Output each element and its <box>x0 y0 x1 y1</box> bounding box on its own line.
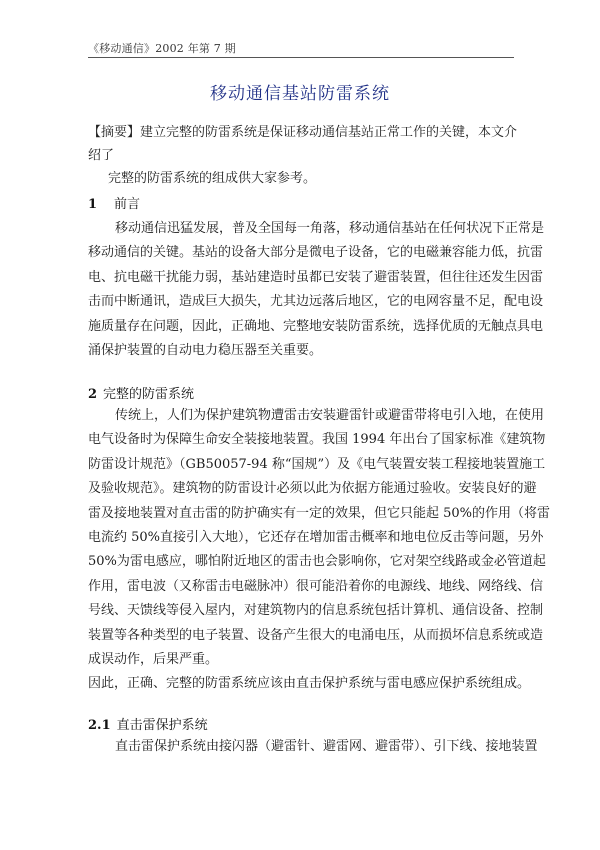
paragraph-line: 作用，雷电波（又称雷击电磁脉冲）很可能沿着你的电源线、地线、网络线、信 <box>88 578 544 594</box>
section-heading-1 <box>88 193 140 212</box>
section-1-body <box>88 217 545 363</box>
paragraph-line: 施质量存在问题，因此，正确地、完整地安装防雷系统，选择优质的无触点具电 <box>88 318 544 334</box>
paragraph-line: 移动通信迅猛发展，普及全国每一角落，移动通信基站在任何状况下正常是 <box>115 221 545 236</box>
paragraph-line: 移动通信的关键。基站的设备大部分是微电子设备，它的电磁兼容能力低，抗雷 <box>88 245 544 261</box>
paragraph-line: 装置等各种类型的电子装置、设备产生很大的电涌电压，从而损坏信息系统或造 <box>88 627 544 643</box>
paragraph-line: 因此，正确、完整的防雷系统应该由直击保护系统与雷电感应保护系统组成。 <box>88 676 531 692</box>
section-number: 1 <box>88 197 98 212</box>
paragraph-line: 号线、天馈线等侵入屋内，对建筑物内的信息系统包括计算机、通信设备、控制 <box>88 603 544 619</box>
paragraph-line: 雷及接地装置对直击雷的防护确实有一定的效果，但它只能起 50%的作用（将雷 <box>88 505 551 521</box>
header-rule <box>88 57 514 58</box>
paragraph-line: 电气设备时为保障生命安全装接地装置。我国 1994 年出台了国家标准《建筑物 <box>88 432 546 448</box>
section-2-1-body <box>88 735 538 759</box>
abstract <box>88 121 518 190</box>
paragraph-line: 防雷设计规范》（GB50057-94 称“国规”）及《电气装置安装工程接地装置施工 <box>88 456 546 472</box>
paragraph-line: 电、抗电磁干扰能力弱，基站建造时虽都已安装了避雷装置，但往往还发生因雷 <box>88 269 544 285</box>
section-number: 2 <box>88 387 98 402</box>
paragraph-line: 直击雷保护系统由接闪器（避雷针、避雷网、避雷带）、引下线、接地装置 <box>115 739 538 754</box>
article-title: 移动通信基站防雷系统 <box>210 84 390 104</box>
paragraph-line: 击而中断通讯，造成巨大损失，尤其边远落后地区，它的电网容量不足，配电设 <box>88 294 544 310</box>
abstract-line: 【摘要】建立完整的防雷系统是保证移动通信基站正常工作的关键，本文介绍了 <box>88 125 518 163</box>
section-heading-2 <box>88 383 194 402</box>
section-number: 2.1 <box>88 718 111 733</box>
abstract-line: 完整的防雷系统的组成供大家参考。 <box>108 171 317 186</box>
paragraph-line: 电流约 50%直接引入大地），它还存在增加雷击概率和地电位反击等问题，另外 <box>88 530 544 546</box>
paragraph-line: 涌保护装置的自动电力稳压器至关重要。 <box>88 343 323 359</box>
section-title: 前言 <box>114 197 141 212</box>
paragraph-line: 50%为雷电感应，哪怕附近地区的雷击也会影响你，它对架空线路或金必管道起 <box>88 554 546 570</box>
section-title: 完整的防雷系统 <box>103 387 195 402</box>
section-2-body <box>88 404 551 697</box>
section-title: 直击雷保护系统 <box>116 718 208 733</box>
paragraph-line: 成误动作，后果严重。 <box>88 652 219 668</box>
paragraph-line: 及验收规范》。建筑物的防雷设计必须以此为依据方能通过验收。安装良好的避 <box>88 481 537 497</box>
section-heading-2-1 <box>88 714 208 733</box>
paragraph-line: 传统上，人们为保护建筑物遭雷击安装避雷针或避雷带将电引入地，在使用 <box>115 408 545 423</box>
running-head: 《移动通信》2002 年第 7 期 <box>88 42 236 55</box>
